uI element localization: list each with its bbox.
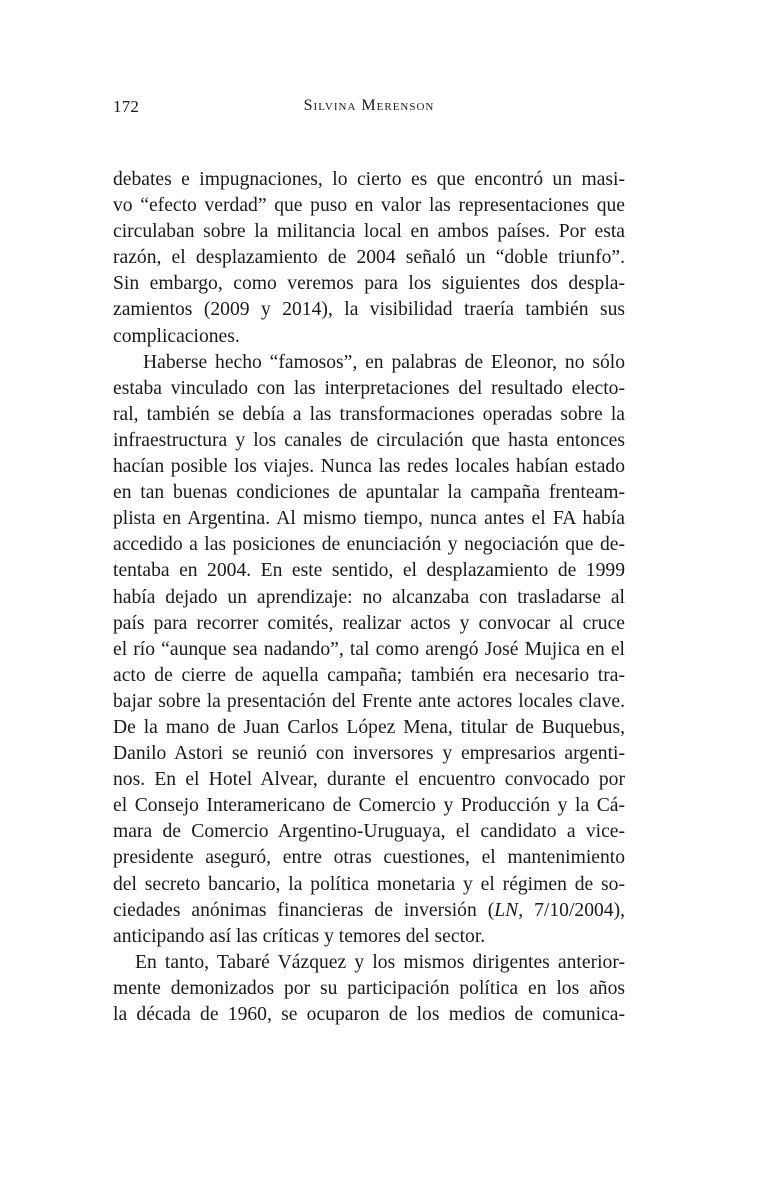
text-line: país para recorrer comités, realizar actos y convocar al cruce <box>113 612 625 634</box>
page-number: 172 <box>113 97 140 116</box>
text-line: circulaban sobre la militancia local en ambos países. Por esta <box>113 221 625 243</box>
text-line: del secreto bancario, la política monetaria y el régimen de so- <box>113 873 625 895</box>
text-line: el río “aunque sea nadando”, tal como arengó José Mujica en el <box>113 638 625 660</box>
paragraph-3 <box>113 950 625 1028</box>
text-line: complicaciones. <box>113 325 240 347</box>
text-line: Haberse hecho “famosos”, en palabras de Eleonor, no sólo <box>143 351 625 373</box>
body-text <box>113 167 625 1028</box>
text-line: En tanto, Tabaré Vázquez y los mismos dirigentes anterior- <box>135 951 625 973</box>
text-line: infraestructura y los canales de circulación que hasta entonces <box>113 429 625 451</box>
page-header <box>113 97 625 121</box>
citation-date: , 7/10/2004), <box>518 899 626 921</box>
text-line: vo “efecto verdad” que puso en valor las representaciones que <box>113 195 625 217</box>
text-line: la década de 1960, se ocuparon de los medios de comunica- <box>113 1004 625 1025</box>
text-line: accedido a las posiciones de enunciación y negociación que de- <box>113 534 625 556</box>
text-line: bajar sobre la presentación del Frente ante actores locales clave. <box>113 690 625 712</box>
text-line: debates e impugnaciones, lo cierto es que encontró un masi- <box>113 169 625 190</box>
text-line: plista en Argentina. Al mismo tiempo, nunca antes el FA había <box>113 508 625 530</box>
text-line: razón, el desplazamiento de 2004 señaló un “doble triunfo”. <box>113 247 625 269</box>
text-line: Danilo Astori se reunió con inversores y empresarios argenti- <box>113 743 625 765</box>
text-line: ral, también se debía a las transformaciones operadas sobre la <box>113 403 625 425</box>
text-line: zamientos (2009 y 2014), la visibilidad traería también sus <box>113 299 625 321</box>
text-line: hacían posible los viajes. Nunca las redes locales habían estado <box>113 456 625 478</box>
text-line-with-citation <box>113 898 625 924</box>
text-line: en tan buenas condiciones de apuntalar la campaña frenteam- <box>113 482 625 504</box>
text-line: había dejado un aprendizaje: no alcanzaba con trasladarse al <box>113 586 625 608</box>
text-line: nos. En el Hotel Alvear, durante el encuentro convocado por <box>113 769 625 791</box>
text-line: tentaba en 2004. En este sentido, el desplazamiento de 1999 <box>113 560 625 582</box>
citation-source: LN <box>494 899 519 921</box>
text-line: presidente aseguró, entre otras cuestiones, el mantenimiento <box>113 847 625 869</box>
text-line: anticipando así las críticas y temores del sector. <box>113 925 486 947</box>
text-line: mente demonizados por su participación política en los años <box>113 977 625 999</box>
text-line: Sin embargo, como veremos para los siguientes dos despla- <box>113 273 625 295</box>
citation-lead: ciedades anónimas financieras de inversión ( <box>113 899 495 921</box>
text-line: De la mano de Juan Carlos López Mena, titular de Buquebus, <box>113 716 625 738</box>
paragraph-1 <box>113 167 625 350</box>
text-line: mara de Comercio Argentino-Uruguaya, el candidato a vice- <box>113 821 625 843</box>
text-line: acto de cierre de aquella campaña; también era necesario tra- <box>113 664 625 686</box>
running-head: Silvina Merenson <box>303 97 435 114</box>
paragraph-2 <box>113 350 625 950</box>
text-line: el Consejo Interamericano de Comercio y Producción y la Cá- <box>113 795 625 817</box>
text-line: estaba vinculado con las interpretaciones del resultado electo- <box>113 377 625 399</box>
